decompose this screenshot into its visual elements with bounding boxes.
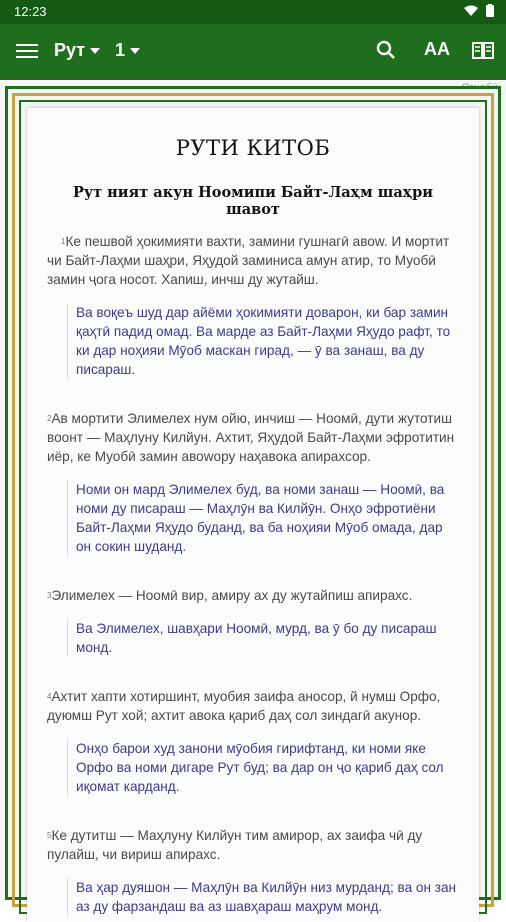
verse-2-translation: Номи он мард Элимелех буд, ва номи занаш — Ноомӣ, ва номи ду писараш — Маҳлӯн ва Килйӯн. Онҳо эфротиёни Байт-Лаҳми Яҳудо буданд, ва ба ноҳияи Мӯоб омада, дар он сокин шуданд.: [67, 480, 459, 556]
book-name: Рут: [54, 40, 86, 60]
book-selector[interactable]: [54, 40, 100, 61]
verse-4[interactable]: [47, 687, 459, 725]
verse-number: 3: [47, 591, 52, 600]
menu-icon[interactable]: [16, 40, 38, 62]
verse-text: Ке дутитш — Маҳлуну Килйун тим амирор, ах заифа чӣ ду пулайш, чи вириш апирахс.: [47, 828, 423, 862]
chapter-selector[interactable]: [115, 40, 140, 61]
status-bar: [0, 0, 506, 24]
verse-number: 4: [47, 692, 52, 701]
wifi-icon: [464, 5, 478, 17]
chapter-number: 1: [115, 40, 126, 60]
verse-5[interactable]: [47, 826, 459, 864]
verse-text: Ке пешвой ҳокимияти вахти, замини гушнагӣ авоw. И мортит чи Байт-Лаҳми шаҳри, Яҳудой заминиса амун атир, то Муобӣ замин ҷога носот. Хапиш, инчш ду жутайш.: [47, 234, 450, 287]
search-icon[interactable]: [376, 40, 396, 60]
app-bar: [0, 24, 506, 80]
verse-1[interactable]: [47, 232, 459, 289]
verse-text: Ав мортити Элимелех нум ойю, инчиш — Ноомӣ, дути жутотиш воонт — Маҳлуну Килйун. Ахтит, Яҳудой Байт-Лаҳми эфротитин иёр, ке Муобӣ замин авоwору наҳавока апирахсор.: [47, 411, 455, 464]
chevron-down-icon: [90, 48, 100, 54]
verse-1-translation: Ва воқеъ шуд дар айёми ҳокимияти доварон, ки бар замин қаҳтӣ падид омад. Ва марде аз Байт-Лаҳми Яҳудо рафт, то ки дар ноҳияи Мӯоб маскан гирад, — ӯ ва занаш, ва ду писараш.: [67, 303, 459, 379]
reader-page[interactable]: [27, 108, 479, 922]
gold-border: [12, 93, 494, 914]
verse-3[interactable]: [47, 586, 459, 605]
section-heading: Рут ният акун Ноомипи Байт-Лаҳм шаҳри шавот: [72, 184, 434, 218]
inner-border: [19, 100, 487, 914]
battery-icon: [486, 4, 494, 17]
verse-number: 5: [47, 831, 52, 840]
page-frame: [5, 86, 501, 914]
book-title: РУТИ КИТОБ: [175, 136, 331, 160]
chevron-down-icon: [130, 48, 140, 54]
verse-text: Ахтит хапти хотиршинт, муобия заифа аносор, й нумш Орфо, дуюмш Рут хой; ахтит авока қариб даҳ сол зиндагӣ акунор.: [47, 689, 441, 723]
status-time: 12:23: [14, 4, 47, 19]
verse-5-translation: Ва ҳар дуяшон — Маҳлӯн ва Килйӯн низ мурданд; ва он зан аз ду фарзандаш ва аз шавҳараш маҳрум монд.: [67, 878, 459, 916]
status-icons: [464, 4, 494, 17]
verse-number: 1: [61, 237, 66, 246]
font-size-icon[interactable]: AA: [424, 39, 450, 59]
page-content: [27, 108, 479, 916]
verse-4-translation: Онҳо барои худ занони мӯобия гирифтанд, ки номи яке Орфо ва номи дигаре Рут буд; ва дар он ҷо қариб даҳ сол иқомат карданд.: [67, 739, 459, 796]
verse-2[interactable]: [47, 409, 459, 466]
verse-3-translation: Ва Элимелех, шавҳари Ноомӣ, мурд, ва ӯ бо ду писараш монд.: [67, 619, 459, 657]
verse-text: Элимелех — Ноомӣ вир, амиру ах ду жутайпиш апирахс.: [51, 588, 413, 603]
verse-number: 2: [47, 414, 52, 423]
book-icon[interactable]: [472, 40, 494, 60]
